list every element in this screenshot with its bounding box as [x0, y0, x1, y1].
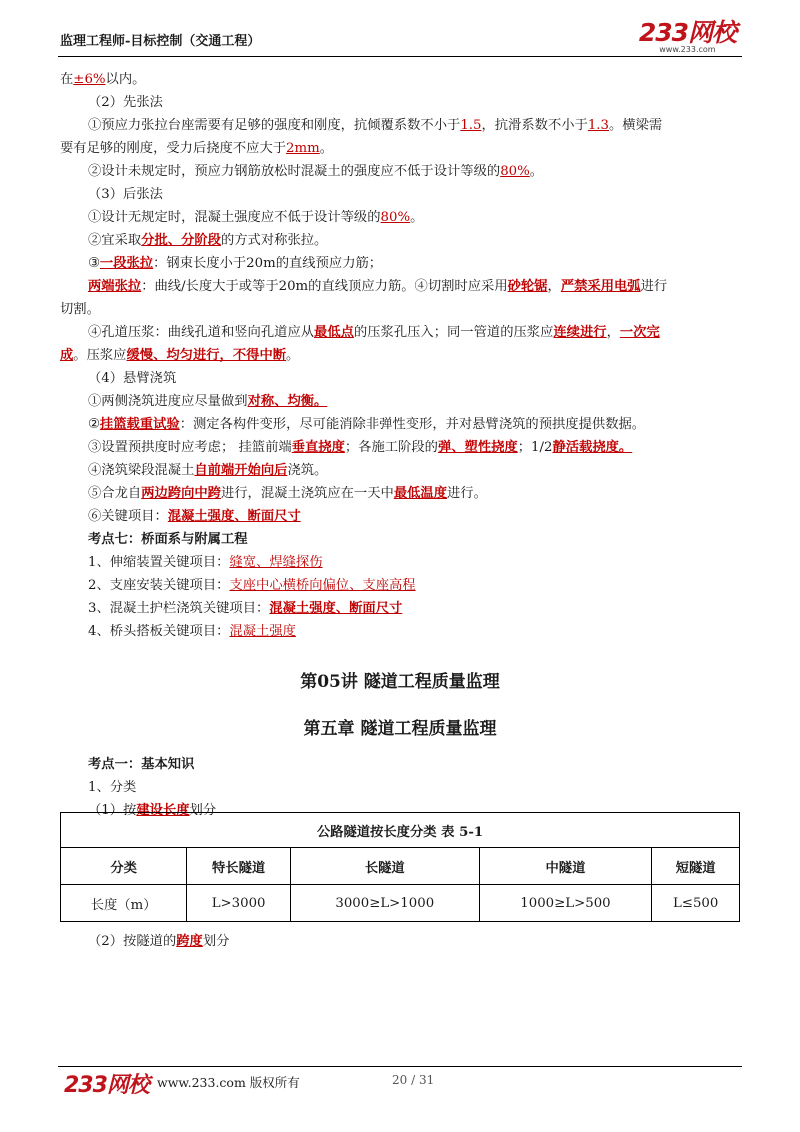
highlight: 最低温度 [393, 486, 448, 501]
text: ：曲线/长度大于或等于20m的直线顶应力筋。④切割时应采用 [141, 279, 508, 294]
text: ⑤合龙自 [88, 486, 142, 501]
text: ①设计无规定时，混凝土强度应不低于设计等级的 [88, 210, 381, 225]
chapter-title: 第五章 隧道工程质量监理 [303, 719, 497, 739]
text-line [60, 390, 740, 413]
header-divider [58, 56, 742, 57]
text: （2）按隧道的 [88, 934, 177, 949]
text: ；1/2 [517, 440, 553, 455]
text-line [88, 930, 229, 953]
text: ④孔道压浆：曲线孔道和竖向孔道应从 [88, 325, 315, 340]
text-line [60, 574, 740, 597]
text-line [60, 114, 740, 137]
table-cell: 1000≥L>500 [479, 885, 652, 922]
text-line [60, 321, 740, 344]
table-cell: 长度（m） [61, 885, 187, 922]
footer-logo: 233网校 [64, 1073, 149, 1098]
table-header-cell: 分类 [61, 848, 187, 885]
text-line: 1、分类 [88, 780, 137, 795]
text: 。 [286, 348, 300, 363]
highlight: 自前端开始向后 [194, 463, 288, 478]
section-heading: 考点七：桥面系与附属工程 [88, 532, 248, 547]
text-line [60, 436, 740, 459]
highlight: 最低点 [314, 325, 354, 340]
logo-text: 233网校 [638, 18, 736, 47]
text: 2、支座安装关键项目： [88, 578, 230, 593]
text: （1）按 [88, 803, 137, 818]
highlight: 80% [500, 164, 530, 179]
text-line [60, 597, 740, 620]
text: 。 [529, 164, 544, 179]
text-line: 切割。 [60, 302, 100, 317]
highlight: 对称、均衡。 [247, 394, 328, 409]
text: 以内。 [105, 72, 146, 87]
text: ④浇筑梁段混凝土 [88, 463, 195, 478]
footer-copyright: www.233.com 版权所有 [157, 1075, 300, 1090]
text-line [60, 252, 740, 275]
section-heading: 考点一：基本知识 [88, 757, 195, 772]
highlight: 缓慢、均匀进行，不得中断 [126, 348, 287, 363]
text-line [60, 620, 740, 643]
highlight: 混凝土强度 [229, 624, 296, 639]
text-line [60, 137, 740, 160]
logo-url: www.233.com [659, 45, 716, 54]
table-header-cell: 长隧道 [290, 848, 479, 885]
highlight: 支座中心横桥向偏位、支座高程 [229, 578, 416, 593]
text-line [60, 551, 740, 574]
header-title: 监理工程师-目标控制（交通工程） [60, 34, 261, 49]
highlight: 成 [60, 348, 74, 363]
table-caption: 公路隧道按长度分类 表 5-1 [61, 813, 740, 848]
text: ⑥关键项目： [88, 509, 168, 524]
highlight: 严禁采用电弧 [560, 279, 641, 294]
text: ①预应力张拉台座需要有足够的强度和刚度，抗倾覆系数不小于 [88, 118, 461, 133]
highlight: 1.3 [587, 118, 609, 133]
highlight: 连续进行 [553, 325, 607, 340]
text: ，抗滑系数不小于 [481, 118, 588, 133]
table-cell: L>3000 [187, 885, 291, 922]
highlight: 两端张拉 [88, 279, 142, 294]
highlight: 建设长度 [136, 803, 190, 818]
text: 。 [410, 210, 424, 225]
highlight: 缝宽、焊缝探伤 [229, 555, 323, 570]
highlight: 弹、塑性挠度 [437, 440, 518, 455]
text: 进行。 [447, 486, 487, 501]
footer-divider [58, 1066, 742, 1067]
highlight: 砂轮锯 [507, 279, 548, 294]
text-line [60, 275, 740, 298]
text-line [60, 413, 740, 436]
text-line [60, 344, 740, 367]
table-cell: L≤500 [652, 885, 740, 922]
section-heading: （2）先张法 [88, 95, 163, 110]
table-cell: 3000≥L>1000 [290, 885, 479, 922]
tunnel-length-table [60, 812, 740, 922]
text: 划分 [202, 934, 230, 949]
text: 。压浆应 [73, 348, 127, 363]
highlight: ±6% [73, 72, 106, 87]
text: ：测定各构件变形，尽可能消除非弹性变形，并对悬臂浇筑的预拱度提供数据。 [179, 417, 646, 432]
text: ②宜采取 [88, 233, 142, 248]
section-heading: （4）悬臂浇筑 [88, 371, 177, 386]
table-header-row [61, 848, 740, 885]
highlight: 垂直挠度 [291, 440, 345, 455]
text: 进行，混凝土浇筑应在一天中 [220, 486, 394, 501]
text-line [60, 459, 740, 482]
text-line [60, 505, 740, 528]
text: ② [88, 417, 100, 432]
lecture-title: 第05讲 隧道工程质量监理 [300, 672, 500, 692]
highlight: 混凝土强度、断面尺寸 [269, 601, 403, 616]
text-line [60, 206, 740, 229]
highlight: 2mm [286, 141, 320, 156]
table-row [61, 885, 740, 922]
table-header-cell: 特长隧道 [187, 848, 291, 885]
highlight: 挂篮载重试验 [99, 417, 180, 432]
highlight: 分批、分阶段 [141, 233, 221, 248]
text-line [60, 160, 740, 183]
text: 。横梁需 [609, 118, 663, 133]
text: ；各施工阶段的 [344, 440, 438, 455]
highlight: 静活载挠度。 [552, 440, 633, 455]
text: ③设置预拱度时应考虑； 挂篮前端 [88, 440, 292, 455]
highlight: 跨度 [176, 934, 203, 949]
highlight: 一段张拉 [99, 256, 154, 271]
text: ③ [88, 256, 100, 271]
highlight: 1.5 [460, 118, 482, 133]
section-heading: （3）后张法 [88, 187, 163, 202]
text: 的压浆孔压入；同一管道的压浆应 [353, 325, 554, 340]
text: 划分 [189, 803, 217, 818]
text: ， [606, 325, 620, 340]
text-line [60, 68, 740, 91]
highlight: 一次完 [619, 325, 660, 340]
text: 。 [319, 141, 334, 156]
text: ， [547, 279, 561, 294]
text: 在 [60, 72, 74, 87]
text: ：钢束长度小于20m的直线预应力筋； [153, 256, 383, 271]
highlight: 混凝土强度、断面尺寸 [167, 509, 301, 524]
text: 要有足够的刚度，受力后挠度不应大于 [60, 141, 287, 156]
text-line [60, 229, 740, 252]
text: 1、伸缩装置关键项目： [88, 555, 230, 570]
text: 进行 [640, 279, 668, 294]
text-line [60, 482, 740, 505]
text: 3、混凝土护栏浇筑关键项目： [88, 601, 270, 616]
document-body [60, 68, 740, 822]
text: ①两侧浇筑进度应尽量做到 [88, 394, 248, 409]
highlight: 80% [380, 210, 411, 225]
text: 的方式对称张拉。 [220, 233, 328, 248]
page-number: 20 / 31 [392, 1073, 435, 1087]
highlight: 两边跨向中跨 [141, 486, 221, 501]
table-header-cell: 中隧道 [479, 848, 652, 885]
text: 4、桥头搭板关键项目： [88, 624, 230, 639]
text: 浇筑。 [287, 463, 328, 478]
brand-logo [639, 20, 736, 54]
table-header-cell: 短隧道 [652, 848, 740, 885]
text: ②设计未规定时，预应力钢筋放松时混凝土的强度应不低于设计等级的 [88, 164, 501, 179]
